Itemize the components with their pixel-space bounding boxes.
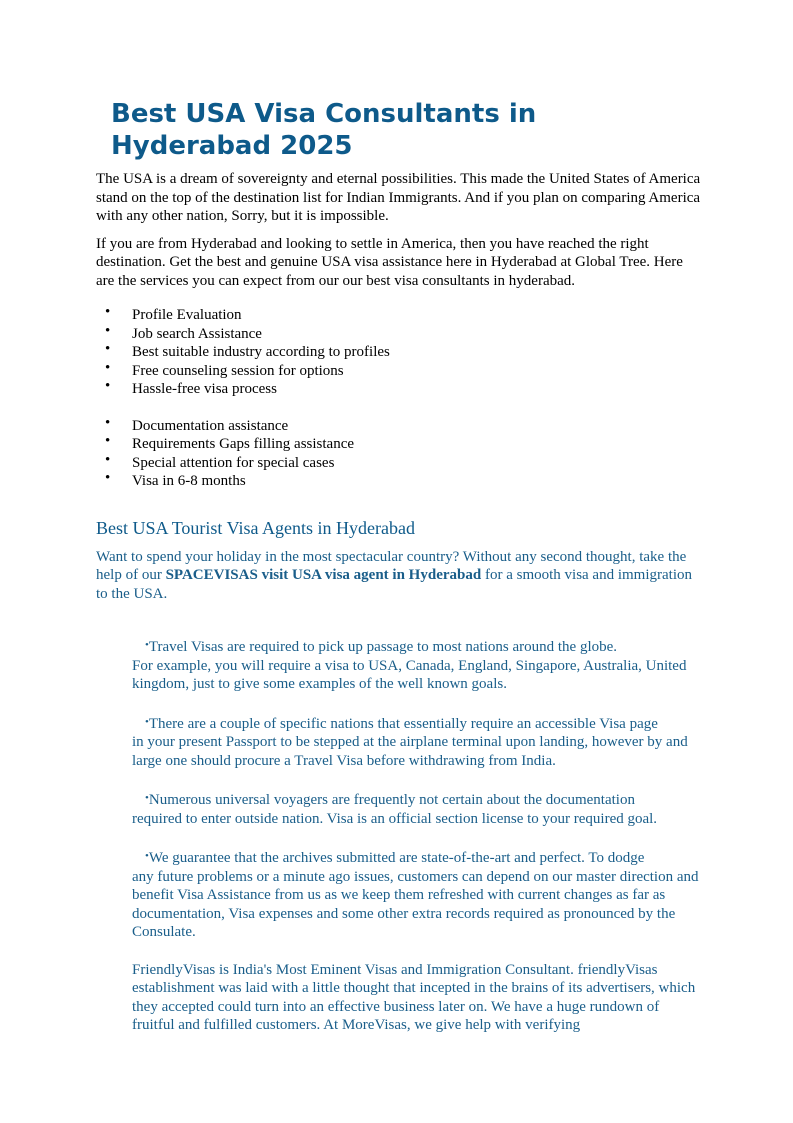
page-title: Best USA Visa Consultants in Hyderabad 2025 (111, 99, 537, 161)
list-item (96, 380, 702, 399)
document-page (96, 98, 702, 1035)
tourist-intro-after: for a smooth visa and immigration to the USA. (96, 567, 693, 602)
bullet-icon: • (105, 414, 111, 431)
list-item (96, 472, 702, 491)
tourist-item-rest: For example, you will require a visa to USA, Canada, England, Singapore, Australia, United kingdom, just to give some examples of the well known goals. (132, 657, 687, 692)
tourist-item-lead-text: Numerous universal voyagers are frequently not certain about the documentation (148, 792, 635, 808)
list-item-label: Free counseling session for options (132, 362, 344, 379)
list-item (96, 322, 702, 344)
tourist-intro-bold: SPACEVISAS visit USA visa agent in Hyderabad (165, 567, 482, 583)
tourist-item-lead (132, 636, 702, 657)
bullet-icon: • (145, 850, 149, 862)
tourist-item-lead-text: We guarantee that the archives submitted are state-of-the-art and perfect. To dodge (148, 850, 645, 866)
list-item (96, 306, 702, 325)
intro-paragraph-2: If you are from Hyderabad and looking to settle in America, then you have reached the right destination. Get the best and genuine USA visa assistance here in Hyderabad at Global Tree. Here are the services you can expect from our our best visa consultants in hyderabad. (96, 235, 683, 289)
tourist-item-lead (132, 789, 702, 810)
bullet-icon: • (105, 451, 111, 468)
tourist-item-rest: required to enter outside nation. Visa is an official section license to your required goal. (132, 810, 658, 827)
bullet-icon: • (145, 639, 149, 651)
tourist-item-rest: in your present Passport to be stepped at the airplane terminal upon landing, however by and large one should procure a Travel Visa before withdrawing from India. (132, 734, 688, 769)
list-item (96, 343, 702, 362)
list-item-label: Requirements Gaps filling assistance (132, 436, 355, 452)
bullet-icon: • (105, 378, 111, 394)
list-item (96, 359, 702, 381)
tourist-item-lead-text: There are a couple of specific nations that essentially require an accessible Visa page (148, 715, 658, 732)
bullet-icon: • (105, 322, 111, 339)
tourist-section-heading: Best USA Tourist Visa Agents in Hyderabad (96, 517, 415, 538)
tourist-item (132, 847, 702, 942)
list-item-label: Job search Assistance (132, 325, 262, 342)
list-item (96, 435, 702, 454)
list-item-label: Special attention for special cases (132, 454, 335, 471)
tourist-item (132, 713, 702, 771)
bullet-icon: • (145, 715, 149, 728)
tourist-item-rest: any future problems or a minute ago issues, customers can depend on our master direction and benefit Visa Assistance from us as we keep them refreshed with current changes as far as documentation, Visa expenses and some other extra records required as pronounced by the Consulate. (132, 868, 699, 940)
tourist-item (132, 789, 702, 828)
bullet-icon: • (145, 792, 149, 804)
list-item-label: Profile Evaluation (132, 307, 242, 323)
bullet-icon: • (105, 470, 111, 486)
tourist-intro-paragraph (96, 548, 702, 604)
tourist-item (132, 636, 702, 694)
list-item-label: Hassle-free visa process (132, 381, 277, 397)
list-item (96, 414, 702, 436)
bullet-icon: • (105, 341, 111, 357)
intro-paragraph-1: The USA is a dream of sovereignty and eternal possibilities. This made the United States of America stand on the top of the destination list for Indian Immigrants. And if you plan on comparing America with any other nation, Sorry, but it is impossible. (96, 171, 701, 224)
bullet-icon: • (105, 359, 111, 376)
tourist-item-lead-text: Travel Visas are required to pick up passage to most nations around the globe. (148, 639, 618, 655)
bullet-icon: • (105, 304, 111, 320)
tourist-closing-paragraph: FriendlyVisas is India's Most Eminent Visas and Immigration Consultant. friendlyVisas establishment was laid with a little thought that incepted in the brains of its advertisers, which they accepted could turn into an effective business later on. We have a huge rundown of fruitful and fulfilled customers. At MoreVisas, we give help with verifying (132, 961, 696, 1033)
services-list-a (96, 306, 702, 399)
list-item (96, 451, 702, 473)
bullet-icon: • (105, 433, 111, 449)
list-item-label: Visa in 6-8 months (132, 473, 246, 489)
list-item-label: Documentation assistance (132, 417, 289, 434)
services-list-b (96, 414, 702, 491)
tourist-intro-before: Want to spend your holiday in the most spectacular country? Without any second thought, take the help of our (96, 548, 687, 583)
list-item-label: Best suitable industry according to profiles (132, 344, 390, 360)
tourist-item-lead (132, 847, 702, 868)
tourist-item-lead (132, 713, 702, 734)
